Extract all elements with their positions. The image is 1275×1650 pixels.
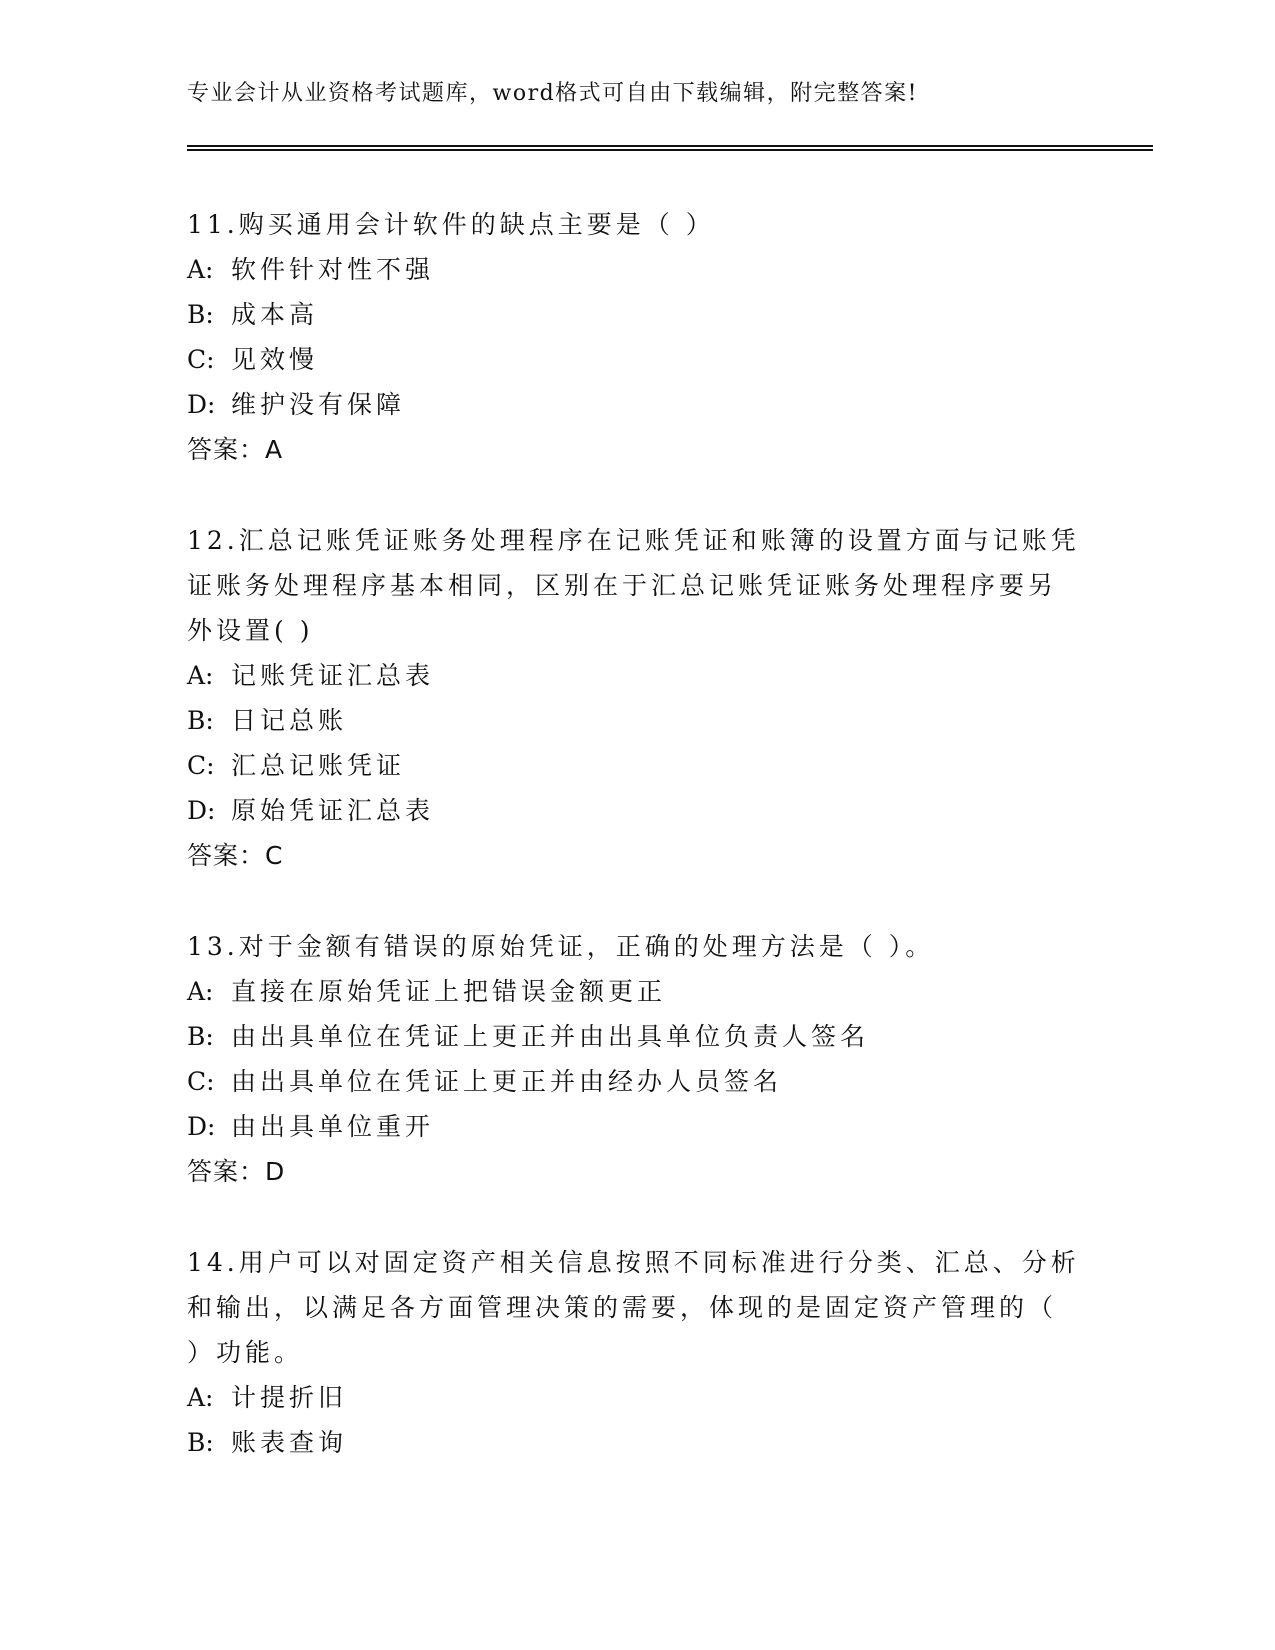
question-12	[187, 518, 1087, 878]
option-d	[187, 1104, 1087, 1149]
question-stem: 外设置( )	[187, 616, 314, 645]
option-text: 由出具单位重开	[231, 1112, 435, 1141]
option-text: 软件针对性不强	[231, 255, 435, 284]
option-letter: A:	[187, 1383, 214, 1412]
option-b	[187, 1014, 1087, 1059]
option-text: 账表查询	[231, 1428, 348, 1457]
option-text: 记账凭证汇总表	[231, 661, 435, 690]
option-letter: D:	[187, 1112, 216, 1141]
option-letter: C:	[187, 345, 215, 374]
option-letter: C:	[187, 751, 215, 780]
question-stem: 证账务处理程序基本相同，区别在于汇总记账凭证账务处理程序要另	[187, 571, 1058, 600]
option-letter: B:	[187, 1428, 214, 1457]
option-letter: A:	[187, 977, 214, 1006]
option-a	[187, 653, 1087, 698]
question-stem: 12.汇总记账凭证账务处理程序在记账凭证和账簿的设置方面与记账凭	[187, 526, 1080, 555]
option-text: 直接在原始凭证上把错误金额更正	[231, 977, 667, 1006]
option-b	[187, 292, 1087, 337]
option-letter: D:	[187, 796, 216, 825]
option-text: 维护没有保障	[231, 390, 406, 419]
option-letter: B:	[187, 300, 214, 329]
question-13	[187, 924, 1087, 1194]
question-list	[187, 202, 1087, 1511]
option-letter: A:	[187, 661, 214, 690]
option-c	[187, 743, 1087, 788]
option-d	[187, 382, 1087, 427]
option-a	[187, 247, 1087, 292]
option-letter: A:	[187, 255, 214, 284]
question-stem: 14.用户可以对固定资产相关信息按照不同标准进行分类、汇总、分析	[187, 1248, 1080, 1277]
option-text: 日记总账	[231, 706, 348, 735]
option-b	[187, 1420, 1087, 1465]
option-a	[187, 1375, 1087, 1420]
option-letter: B:	[187, 706, 214, 735]
option-text: 计提折旧	[231, 1383, 348, 1412]
option-text: 原始凭证汇总表	[231, 796, 435, 825]
option-d	[187, 788, 1087, 833]
answer-line: 答案：A	[187, 435, 284, 464]
header-divider	[187, 145, 1153, 151]
option-text: 汇总记账凭证	[231, 751, 406, 780]
option-text: 由出具单位在凭证上更正并由经办人员签名	[231, 1067, 783, 1096]
answer-line: 答案：C	[187, 841, 284, 870]
option-c	[187, 1059, 1087, 1104]
option-c	[187, 337, 1087, 382]
question-stem: 和输出，以满足各方面管理决策的需要，体现的是固定资产管理的（	[187, 1293, 1058, 1322]
option-letter: C:	[187, 1067, 215, 1096]
option-a	[187, 969, 1087, 1014]
option-text: 由出具单位在凭证上更正并由出具单位负责人签名	[231, 1022, 870, 1051]
option-b	[187, 698, 1087, 743]
question-14	[187, 1240, 1087, 1465]
question-stem: 13.对于金额有错误的原始凭证，正确的处理方法是（ ）。	[187, 932, 935, 961]
answer-line: 答案：D	[187, 1157, 286, 1186]
option-text: 成本高	[231, 300, 319, 329]
option-text: 见效慢	[231, 345, 319, 374]
option-letter: D:	[187, 390, 216, 419]
header-note: 专业会计从业资格考试题库，word格式可自由下载编辑，附完整答案!	[187, 81, 919, 106]
question-stem: 11.购买通用会计软件的缺点主要是（ ）	[187, 210, 715, 239]
option-letter: B:	[187, 1022, 214, 1051]
question-stem: ）功能。	[187, 1338, 304, 1367]
question-11	[187, 202, 1087, 472]
